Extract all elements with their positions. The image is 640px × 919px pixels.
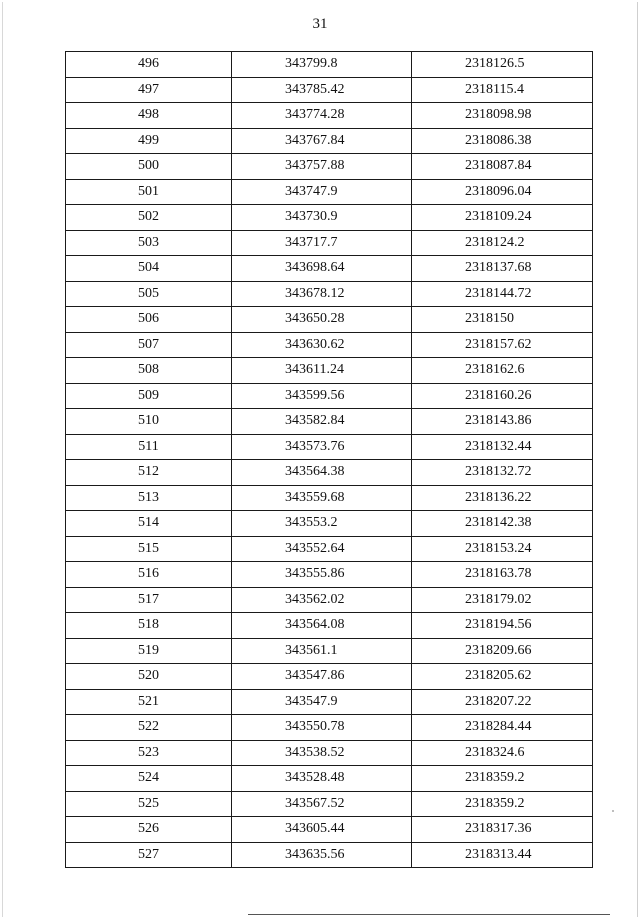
y-coordinate-cell: 2318150 <box>412 307 593 333</box>
y-coordinate-cell: 2318359.2 <box>412 766 593 792</box>
coordinates-table <box>65 51 593 868</box>
point-number-cell: 512 <box>66 460 232 486</box>
x-coordinate-cell: 343562.02 <box>232 587 412 613</box>
table-row <box>66 664 593 690</box>
y-coordinate-cell: 2318162.6 <box>412 358 593 384</box>
x-coordinate-cell: 343564.08 <box>232 613 412 639</box>
point-number-cell: 525 <box>66 791 232 817</box>
x-coordinate-cell: 343547.86 <box>232 664 412 690</box>
y-coordinate-cell: 2318143.86 <box>412 409 593 435</box>
point-number-cell: 518 <box>66 613 232 639</box>
table-row <box>66 409 593 435</box>
table-row <box>66 383 593 409</box>
y-coordinate-cell: 2318179.02 <box>412 587 593 613</box>
table-row <box>66 179 593 205</box>
y-coordinate-cell: 2318086.38 <box>412 128 593 154</box>
x-coordinate-cell: 343538.52 <box>232 740 412 766</box>
bottom-rule <box>248 914 610 915</box>
point-number-cell: 517 <box>66 587 232 613</box>
point-number-cell: 498 <box>66 103 232 129</box>
point-number-cell: 496 <box>66 52 232 78</box>
point-number-cell: 516 <box>66 562 232 588</box>
x-coordinate-cell: 343582.84 <box>232 409 412 435</box>
y-coordinate-cell: 2318160.26 <box>412 383 593 409</box>
x-coordinate-cell: 343767.84 <box>232 128 412 154</box>
y-coordinate-cell: 2318284.44 <box>412 715 593 741</box>
x-coordinate-cell: 343774.28 <box>232 103 412 129</box>
y-coordinate-cell: 2318132.44 <box>412 434 593 460</box>
x-coordinate-cell: 343599.56 <box>232 383 412 409</box>
x-coordinate-cell: 343635.56 <box>232 842 412 868</box>
point-number-cell: 497 <box>66 77 232 103</box>
table-row <box>66 842 593 868</box>
point-number-cell: 508 <box>66 358 232 384</box>
x-coordinate-cell: 343553.2 <box>232 511 412 537</box>
point-number-cell: 513 <box>66 485 232 511</box>
point-number-cell: 524 <box>66 766 232 792</box>
point-number-cell: 506 <box>66 307 232 333</box>
x-coordinate-cell: 343564.38 <box>232 460 412 486</box>
y-coordinate-cell: 2318163.78 <box>412 562 593 588</box>
point-number-cell: 527 <box>66 842 232 868</box>
table-row <box>66 791 593 817</box>
y-coordinate-cell: 2318096.04 <box>412 179 593 205</box>
x-coordinate-cell: 343785.42 <box>232 77 412 103</box>
table-row <box>66 434 593 460</box>
y-coordinate-cell: 2318313.44 <box>412 842 593 868</box>
y-coordinate-cell: 2318137.68 <box>412 256 593 282</box>
table-row <box>66 638 593 664</box>
table-row <box>66 358 593 384</box>
table-row <box>66 77 593 103</box>
y-coordinate-cell: 2318124.2 <box>412 230 593 256</box>
point-number-cell: 521 <box>66 689 232 715</box>
page-number: 31 <box>312 16 328 32</box>
coordinates-table-body <box>66 52 593 868</box>
y-coordinate-cell: 2318132.72 <box>412 460 593 486</box>
table-row <box>66 332 593 358</box>
y-coordinate-cell: 2318115.4 <box>412 77 593 103</box>
point-number-cell: 519 <box>66 638 232 664</box>
x-coordinate-cell: 343528.48 <box>232 766 412 792</box>
table-row <box>66 715 593 741</box>
table-row <box>66 511 593 537</box>
table-row <box>66 460 593 486</box>
table-row <box>66 103 593 129</box>
point-number-cell: 503 <box>66 230 232 256</box>
x-coordinate-cell: 343573.76 <box>232 434 412 460</box>
point-number-cell: 520 <box>66 664 232 690</box>
x-coordinate-cell: 343561.1 <box>232 638 412 664</box>
table-row <box>66 817 593 843</box>
x-coordinate-cell: 343605.44 <box>232 817 412 843</box>
table-row <box>66 307 593 333</box>
table-row <box>66 766 593 792</box>
point-number-cell: 500 <box>66 154 232 180</box>
table-row <box>66 536 593 562</box>
point-number-cell: 507 <box>66 332 232 358</box>
y-coordinate-cell: 2318136.22 <box>412 485 593 511</box>
y-coordinate-cell: 2318109.24 <box>412 205 593 231</box>
table-row <box>66 281 593 307</box>
y-coordinate-cell: 2318126.5 <box>412 52 593 78</box>
table-row <box>66 52 593 78</box>
x-coordinate-cell: 343630.62 <box>232 332 412 358</box>
y-coordinate-cell: 2318142.38 <box>412 511 593 537</box>
table-row <box>66 587 593 613</box>
point-number-cell: 514 <box>66 511 232 537</box>
point-number-cell: 509 <box>66 383 232 409</box>
table-row <box>66 562 593 588</box>
y-coordinate-cell: 2318153.24 <box>412 536 593 562</box>
table-row <box>66 689 593 715</box>
x-coordinate-cell: 343730.9 <box>232 205 412 231</box>
x-coordinate-cell: 343678.12 <box>232 281 412 307</box>
point-number-cell: 511 <box>66 434 232 460</box>
point-number-cell: 526 <box>66 817 232 843</box>
y-coordinate-cell: 2318324.6 <box>412 740 593 766</box>
point-number-cell: 510 <box>66 409 232 435</box>
y-coordinate-cell: 2318207.22 <box>412 689 593 715</box>
table-row <box>66 230 593 256</box>
x-coordinate-cell: 343567.52 <box>232 791 412 817</box>
point-number-cell: 522 <box>66 715 232 741</box>
point-number-cell: 523 <box>66 740 232 766</box>
point-number-cell: 515 <box>66 536 232 562</box>
x-coordinate-cell: 343559.68 <box>232 485 412 511</box>
y-coordinate-cell: 2318144.72 <box>412 281 593 307</box>
scan-speck <box>612 810 614 812</box>
y-coordinate-cell: 2318157.62 <box>412 332 593 358</box>
x-coordinate-cell: 343552.64 <box>232 536 412 562</box>
table-row <box>66 128 593 154</box>
table-row <box>66 205 593 231</box>
y-coordinate-cell: 2318209.66 <box>412 638 593 664</box>
y-coordinate-cell: 2318205.62 <box>412 664 593 690</box>
x-coordinate-cell: 343799.8 <box>232 52 412 78</box>
x-coordinate-cell: 343757.88 <box>232 154 412 180</box>
y-coordinate-cell: 2318317.36 <box>412 817 593 843</box>
table-row <box>66 485 593 511</box>
point-number-cell: 505 <box>66 281 232 307</box>
y-coordinate-cell: 2318194.56 <box>412 613 593 639</box>
x-coordinate-cell: 343555.86 <box>232 562 412 588</box>
table-row <box>66 740 593 766</box>
y-coordinate-cell: 2318087.84 <box>412 154 593 180</box>
y-coordinate-cell: 2318359.2 <box>412 791 593 817</box>
x-coordinate-cell: 343650.28 <box>232 307 412 333</box>
y-coordinate-cell: 2318098.98 <box>412 103 593 129</box>
point-number-cell: 504 <box>66 256 232 282</box>
table-row <box>66 613 593 639</box>
x-coordinate-cell: 343717.7 <box>232 230 412 256</box>
x-coordinate-cell: 343698.64 <box>232 256 412 282</box>
point-number-cell: 499 <box>66 128 232 154</box>
x-coordinate-cell: 343747.9 <box>232 179 412 205</box>
point-number-cell: 501 <box>66 179 232 205</box>
x-coordinate-cell: 343550.78 <box>232 715 412 741</box>
table-row <box>66 256 593 282</box>
x-coordinate-cell: 343611.24 <box>232 358 412 384</box>
point-number-cell: 502 <box>66 205 232 231</box>
x-coordinate-cell: 343547.9 <box>232 689 412 715</box>
table-row <box>66 154 593 180</box>
